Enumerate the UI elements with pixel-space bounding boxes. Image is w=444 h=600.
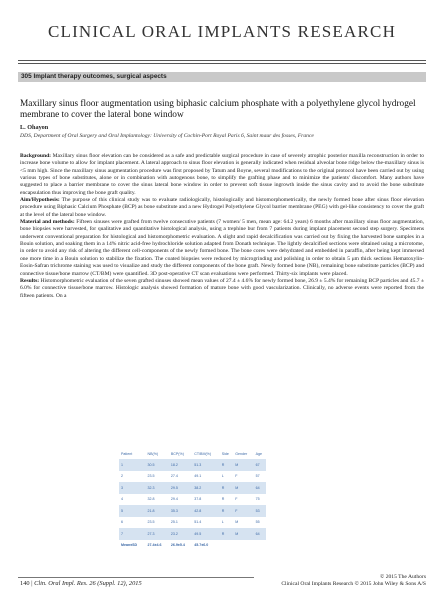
table-cell: F xyxy=(235,497,238,502)
article-affiliation: DDS, Department of Oral Surgery and Oral Implantology: University of Cochin-Port Royal Paris 6, Saint maur des fosses, France xyxy=(20,133,314,139)
table-row xyxy=(119,505,266,517)
results-paragraph xyxy=(20,278,424,300)
table-cell: 2 xyxy=(121,474,123,479)
table-cell: 38.2 xyxy=(192,482,219,494)
table-cell: 23.5 xyxy=(147,520,155,525)
table-cell: 35.3 xyxy=(169,505,192,517)
page-number: 140 xyxy=(20,580,30,587)
table-cell xyxy=(254,540,266,550)
table-cell: 45.7±6.0 xyxy=(194,542,209,547)
table-row xyxy=(119,494,266,506)
table-cell: 42.8 xyxy=(192,505,219,517)
methods-text: Fifteen sinuses were grafted from twelve consecutive patients (7 women/ 5 men, mean age: 64.2 years) 6 months after maxillary sinus floor augmentation, bone biopsies were harvested, for qualitative and quantitative histological analysis, using a trephine bur from 7 patients during implant placement second step surgery. Specimens underwent conventional preparation for histological and histomorphometric evaluation. A slight and rapid decalcification was carried out by fixing the harvested bone samples in a Bouin solution, and soaking them in a 14% nitric acid-free hydrochloride solution adapted from Donath technique. The lightly decalcified sections were obtained using a microtome, in order to avoid any risk of altering the different cell-components of the newly formed bone. The bone cores were dehydrated and embedded in paraffin, after being kept immersed one more time in a Bouin solution to stabilize the fixation. The coated biopsies were reduced by microgrinding and polishing in order to obtain 5 μm thick sections Hematoxylin-Eosin-Safran trichrome staining was used to visualize and study the different components of the bone graft. Newly formed bone (NB), remaining bone substitute particles (BCP) and connective tissue/bone marrow (CT/BM) were quantified. 3D post-operative CT scan evaluations were performed. Thirty-six implants were placed. xyxy=(20,219,424,277)
footer-rule xyxy=(18,577,254,578)
table-cell: 49.1 xyxy=(194,474,202,479)
table-header-cell: CT/BM(%) xyxy=(194,452,212,456)
background-label: Background: xyxy=(20,153,52,159)
data-table xyxy=(119,449,266,550)
table-cell: 64 xyxy=(254,528,266,540)
table-cell: 64 xyxy=(254,482,266,494)
table-cell: 25.1 xyxy=(170,520,178,525)
table-cell: 21.8 xyxy=(146,505,169,517)
table-row xyxy=(119,528,266,540)
table-cell: 29.4 xyxy=(170,497,178,502)
table-cell: 27.3 xyxy=(146,528,169,540)
table-row xyxy=(119,459,266,471)
background-paragraph xyxy=(20,153,424,197)
table-cell: R xyxy=(220,459,233,471)
table-cell: R xyxy=(221,497,225,502)
results-label: Results: xyxy=(20,277,40,284)
table-cell: F xyxy=(235,474,238,479)
table-cell: 26.9±5.4 xyxy=(170,542,185,547)
aim-paragraph xyxy=(20,197,424,219)
table-cell: 32.3 xyxy=(146,482,169,494)
table-header-cell: Age xyxy=(255,452,263,456)
table-cell xyxy=(233,540,253,550)
table-cell: 57 xyxy=(255,474,260,479)
table-header-cell: Gender xyxy=(235,452,248,456)
table-row xyxy=(119,517,266,529)
page-citation xyxy=(20,580,142,587)
table-row xyxy=(119,482,266,494)
table-cell: 27.4 xyxy=(170,474,178,479)
table-cell: M xyxy=(233,482,253,494)
table-cell: 55 xyxy=(255,520,260,525)
table-cell: 6 xyxy=(121,520,123,525)
table-cell: M xyxy=(235,520,239,525)
table-cell: 53 xyxy=(254,505,266,517)
table-summary-row xyxy=(119,540,266,550)
table-cell xyxy=(220,540,233,550)
table-cell: 5 xyxy=(119,505,146,517)
header-rule-top xyxy=(18,60,426,61)
table-cell: 3 xyxy=(119,482,146,494)
table-cell: 67 xyxy=(254,459,266,471)
table-cell: 51.3 xyxy=(192,459,219,471)
table-cell: M xyxy=(233,528,253,540)
journal-title: CLINICAL ORAL IMPLANTS RESEARCH xyxy=(47,22,397,41)
aim-label: Aim/Hypothesis: xyxy=(20,197,60,204)
table-header-row xyxy=(119,449,266,459)
table-cell: F xyxy=(233,505,253,517)
table-cell: L xyxy=(221,520,224,525)
table-cell: R xyxy=(220,528,233,540)
methods-label: Material and methods: xyxy=(20,219,75,226)
copyright-line-2: Clinical Oral Implants Research © 2015 John Wiley & Sons A/S xyxy=(281,581,426,588)
table-header-cell: Patient xyxy=(121,452,133,456)
copyright-line-1: © 2015 The Authors xyxy=(380,574,426,580)
table-header-cell: BCP(%) xyxy=(170,452,184,456)
table-cell: 75 xyxy=(255,497,260,502)
table-cell: 49.5 xyxy=(192,528,219,540)
table-cell: 37.8 xyxy=(194,497,202,502)
table-cell: M xyxy=(233,459,253,471)
table-cell: 23.5 xyxy=(147,474,155,479)
table-cell: R xyxy=(220,505,233,517)
table-cell: 7 xyxy=(119,528,146,540)
methods-paragraph xyxy=(20,219,424,278)
header-rule-bottom xyxy=(18,63,426,64)
results-text: Histomorphometric evaluation of the seven grafted sinuses showed mean values of 27.4 ± 4.6% for newly formed bone, 26.9 ± 5.4% for remaining BCP particles and 45.7 ± 6.0% for connective tissue/bone marrow. Histologic analysis showed formation of mature bone with good vascularization. Clinically, no adverse events were reported from the fifteen patients. On a xyxy=(20,277,424,299)
article-author: L. Ohayon xyxy=(20,124,49,131)
table-cell: 29.5 xyxy=(169,482,192,494)
table-cell: 30.5 xyxy=(146,459,169,471)
table-cell: L xyxy=(221,474,224,479)
table-cell: Mean±SD xyxy=(121,542,138,547)
background-text: Maxillary sinus floor elevation can be considered as a safe and predictable surgical procedure in case of severely atrophic posterior maxilla reconstruction in order to increase bone volume to allow for implant placement. A lateral approach to sinus floor elevation is generally indicated when residual alveolar bone ridge below the-maxillary sinus is <5 mm high. Since the maxillary sinus augmentation procedure was first proposed by Tatum and Boyne, several modifications to the original protocol have been carried out by using various types of bone substitutes, alone or in combination with autogenous bone, to simplify the grafting phase and to minimize the patients' discomfort. Many authors have suggested to place a barrier membrane to cover the sinus lateral bone window in order to prevent soft tissue ingrowth inside the sinus cavity and to avoid the bone substitute encapsulation thus improving the bone graft quality. xyxy=(20,153,424,196)
table-cell: 32.8 xyxy=(147,497,155,502)
table-cell: 23.2 xyxy=(169,528,192,540)
table-cell: R xyxy=(220,482,233,494)
table-cell: 18.2 xyxy=(169,459,192,471)
table-cell: 4 xyxy=(121,497,123,502)
abstract-body xyxy=(20,153,424,300)
table-row xyxy=(119,471,266,483)
table-cell: 1 xyxy=(119,459,146,471)
citation-text: Clin. Oral Impl. Res. 26 (Suppl. 12), 2015 xyxy=(34,580,142,587)
section-heading: 305 Implant therapy outcomes, surgical aspects xyxy=(18,72,426,82)
table-header-cell: NB(%) xyxy=(147,452,159,456)
citation-separator: | xyxy=(31,580,33,587)
table-header-cell: Side xyxy=(221,452,229,456)
table-cell: 51.4 xyxy=(194,520,202,525)
aim-text: The purpose of this clinical study was to evaluate radiologically, histologically and histomorphometrically, the newly formed bone after sinus floor elevation procedure using Biphasic Calcium Phosphate (BCP) as bone substitute and a new Hydrogel Polyethylene Glycol barrier membrane (PEG) with gel-like consistency to cover the graft at the level of the lateral bone window. xyxy=(20,197,424,218)
results-table xyxy=(119,449,266,560)
article-title: Maxillary sinus floor augmentation using biphasic calcium phosphate with a polyethylene glycol hydrogel membrane to cover the lateral bone window xyxy=(20,99,416,120)
copyright-block xyxy=(281,574,426,589)
table-cell: 27.4±4.6 xyxy=(147,542,162,547)
